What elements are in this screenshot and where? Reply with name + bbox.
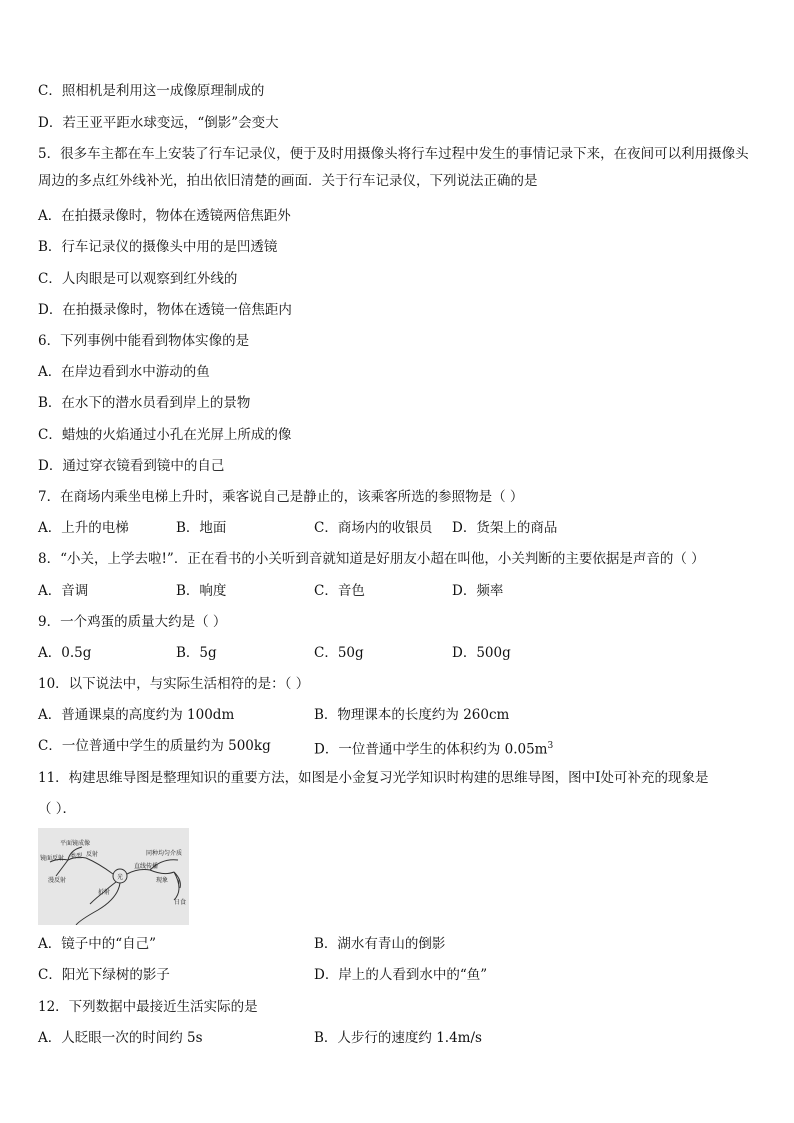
q7-option-d: D．货架上的商品 [452,520,558,536]
q11-option-d: D．岸上的人看到水中的“鱼” [314,967,488,983]
branch-eclipse [174,872,179,900]
question-11: 11．构建思维导图是整理知识的重要方法，如图是小金复习光学知识时构建的思维导图，图中Ⅰ处可补充的现象是 [38,770,709,786]
types-label: 类型 [70,853,83,860]
plane-mirror-label: 平面镜成像 [60,840,91,847]
straight-label: 直线传播 [134,863,159,870]
uniform-label: 同种均匀介质 [146,850,183,857]
refract-label: 折射 [98,889,111,896]
branch-straight [127,870,150,875]
q11-option-a: A．镜子中的“自己” [38,936,157,952]
branch-reflect [86,858,113,874]
q5-option-a: A．在拍摄录像时，物体在透镜两倍焦距外 [38,208,291,224]
q9-option-c: C．50g [314,645,364,661]
question-8: 8．“小关，上学去啦!”．正在看书的小关听到音就知道是好朋友小超在叫他，小关判断的主要依据是声音的（ ） [38,551,705,567]
q5-option-d: D．在拍摄录像时，物体在透镜一倍焦距内 [38,302,292,318]
question-10: 10．以下说法中，与实际生活相符的是：（ ） [38,676,310,692]
q7-option-a: A．上升的电梯 [38,520,129,536]
center-label: 光 [117,874,124,881]
mind-map-svg [38,828,189,925]
question-9: 9．一个鸡蛋的质量大约是（ ） [38,614,227,630]
q5-option-b: B．行车记录仪的摄像头中用的是凹透镜 [38,239,278,255]
q10-option-c: C．一位普通中学生的质量约为 500kg [38,738,271,754]
question-7: 7．在商场内乘坐电梯上升时，乘客说自己是静止的，该乘客所选的参照物是（ ） [38,489,524,505]
q8-option-d: D．频率 [452,583,504,599]
q6-option-c: C．蜡烛的火焰通过小孔在光屏上所成的像 [38,427,292,443]
q8-option-a: A．音调 [38,583,89,599]
q12-option-b: B．人步行的速度约 1.4m/s [314,1030,482,1046]
superscript-3: 3 [547,741,554,751]
question-12: 12．下列数据中最接近生活实际的是 [38,999,258,1015]
q12-option-a: A．人眨眼一次的时间约 5s [38,1030,203,1046]
q8-option-c: C．音色 [314,583,365,599]
question-5: 5．很多车主都在车上安装了行车记录仪，便于及时用摄像头将行车过程中发生的事情记录下来，在夜间可以利用摄像头周边的多点红外线补光，拍出依旧清楚的画面．关于行车记录仪，下列说法正确的是 [38,146,749,189]
q4-option-c: C．照相机是利用这一成像原理制成的 [38,83,265,99]
q11-option-c: C．阳光下绿树的影子 [38,967,170,983]
phenomena-label: 现象 [156,877,169,884]
q9-option-d: D．500g [452,645,511,661]
reflect-label: 反射 [86,851,99,858]
q6-option-b: B．在水下的潜水员看到岸上的景物 [38,395,251,411]
q5-option-c: C．人肉眼是可以观察到红外线的 [38,271,238,287]
q11-option-b: B．湖水有青山的倒影 [314,936,446,952]
roman-numeral-label: Ⅰ [178,879,180,886]
q10-option-a: A．普通课桌的高度约为 100dm [38,707,235,723]
q6-option-d: D．通过穿衣镜看到镜中的自己 [38,458,225,474]
q10-option-b: B．物理课本的长度约为 260cm [314,707,510,723]
diffuse-label: 漫反射 [48,877,67,884]
q4-option-d: D．若王亚平距水球变远，“倒影”会变大 [38,115,279,131]
branch-phenomena [150,870,174,874]
branch-diffuse [56,860,68,876]
q7-option-c: C．商场内的收银员 [314,520,433,536]
question-6: 6．下列事例中能看到物体实像的是 [38,333,250,349]
q9-option-b: B．5g [176,645,217,661]
question-11-blank: （ ）． [38,801,77,817]
q8-option-b: B．响度 [176,583,227,599]
q10-option-d-text: D．一位普通中学生的体积约为 0.05m [314,741,548,758]
q9-option-a: A．0.5g [38,645,92,661]
q7-option-b: B．地面 [176,520,227,536]
mind-map-figure [38,828,189,925]
eclipse-label: 日食 [174,899,187,906]
mirror-refl-label: 镜面反射 [40,855,65,862]
q6-option-a: A．在岸边看到水中游动的鱼 [38,364,210,380]
q10-option-d [314,737,553,759]
